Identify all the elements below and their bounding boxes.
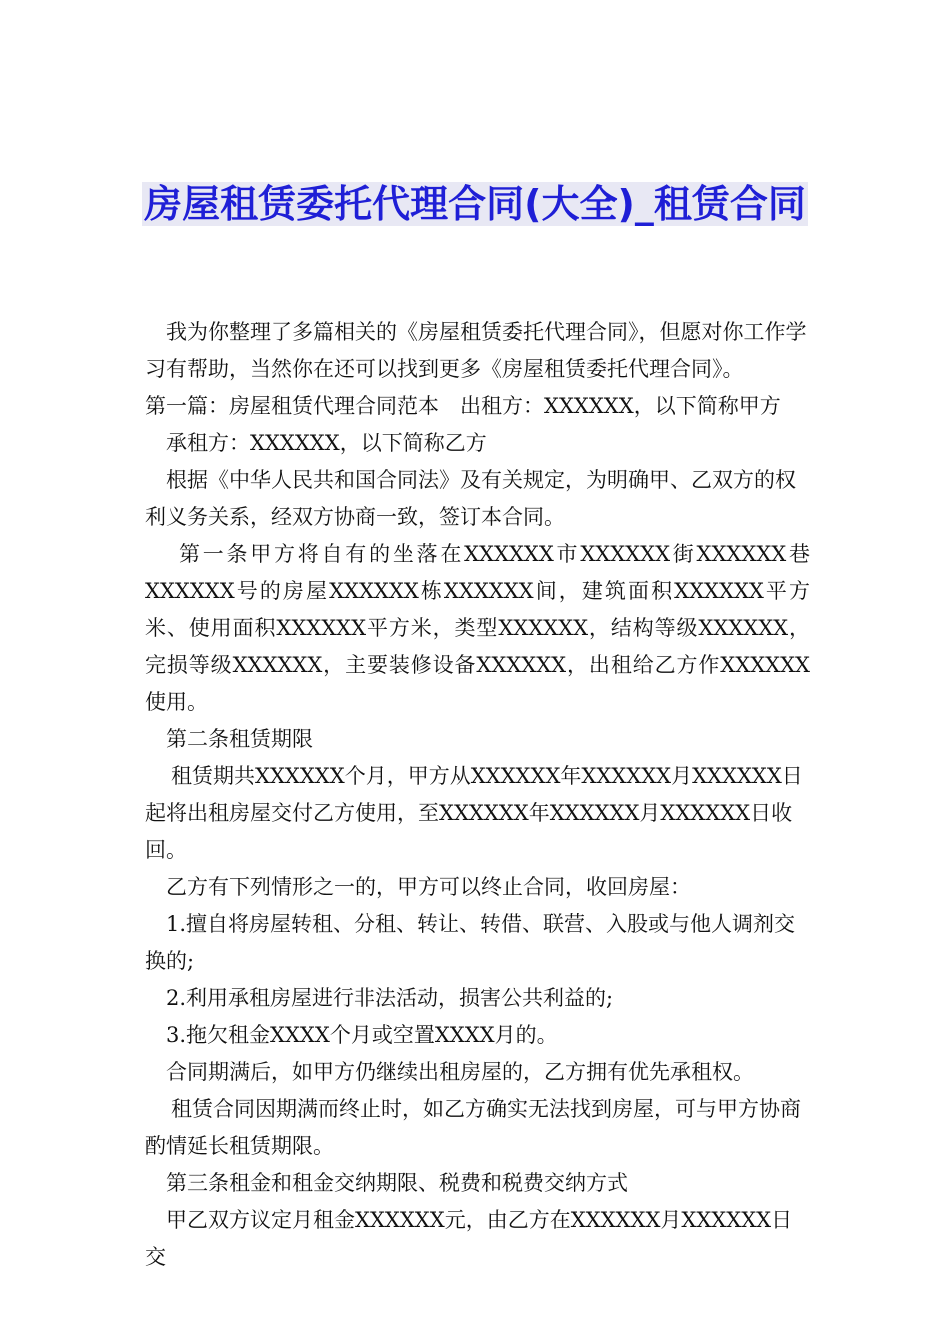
article-one-paragraph: 第一条甲方将自有的坐落在XXXXXX市XXXXXX街XXXXXX巷XXXXXX号的房屋XXXXXX栋XXXXXX间，建筑面积XXXXXX平方米、使用面积XXXXXX平方米，类型XXXXXX，结构等级XXXXXX，完损等级XXXXXX，主要装修设备XXXXXX，出租给乙方作XXXXXX使用。 <box>145 542 810 714</box>
rent-paragraph: 甲乙双方议定月租金XXXXXX元，由乙方在XXXXXX月XXXXXX日交 <box>145 1208 793 1269</box>
termination-item-3: 3.拖欠租金XXXX个月或空置XXXX月的。 <box>166 1023 558 1047</box>
termination-item-2: 2.利用承租房屋进行非法活动，损害公共利益的; <box>166 986 614 1010</box>
document-body <box>145 314 810 1276</box>
article-three-heading: 第三条租金和租金交纳期限、税费和税费交纳方式 <box>166 1171 628 1195</box>
intro-paragraph: 我为你整理了多篇相关的《房屋租赁委托代理合同》，但愿对你工作学习有帮助，当然你在还可以找到更多《房屋租赁委托代理合同》。 <box>145 320 807 381</box>
termination-intro: 乙方有下列情形之一的，甲方可以终止合同，收回房屋： <box>166 875 691 899</box>
document-title <box>140 176 810 232</box>
lessee-line: 承租方：XXXXXX，以下简称乙方 <box>166 431 487 455</box>
document-title-text: 房屋租赁委托代理合同(大全)_租赁合同 <box>144 182 806 226</box>
article-two-heading: 第二条租赁期限 <box>166 727 313 751</box>
termination-item-1: 1.擅自将房屋转租、分租、转让、转借、联营、入股或与他人调剂交换的; <box>145 912 796 973</box>
basis-paragraph: 根据《中华人民共和国合同法》及有关规定，为明确甲、乙双方的权利义务关系，经双方协商一致，签订本合同。 <box>145 468 796 529</box>
extension-paragraph: 租赁合同因期满而终止时，如乙方确实无法找到房屋，可与甲方协商酌情延长租赁期限。 <box>145 1097 801 1158</box>
section-one-heading: 第一篇：房屋租赁代理合同范本 出租方：XXXXXX，以下简称甲方 <box>145 394 781 418</box>
lease-term-paragraph: 租赁期共XXXXXX个月，甲方从XXXXXX年XXXXXX月XXXXXX日起将出租房屋交付乙方使用，至XXXXXX年XXXXXX月XXXXXX日收回。 <box>145 764 803 862</box>
renewal-paragraph: 合同期满后，如甲方仍继续出租房屋的，乙方拥有优先承租权。 <box>166 1060 754 1084</box>
